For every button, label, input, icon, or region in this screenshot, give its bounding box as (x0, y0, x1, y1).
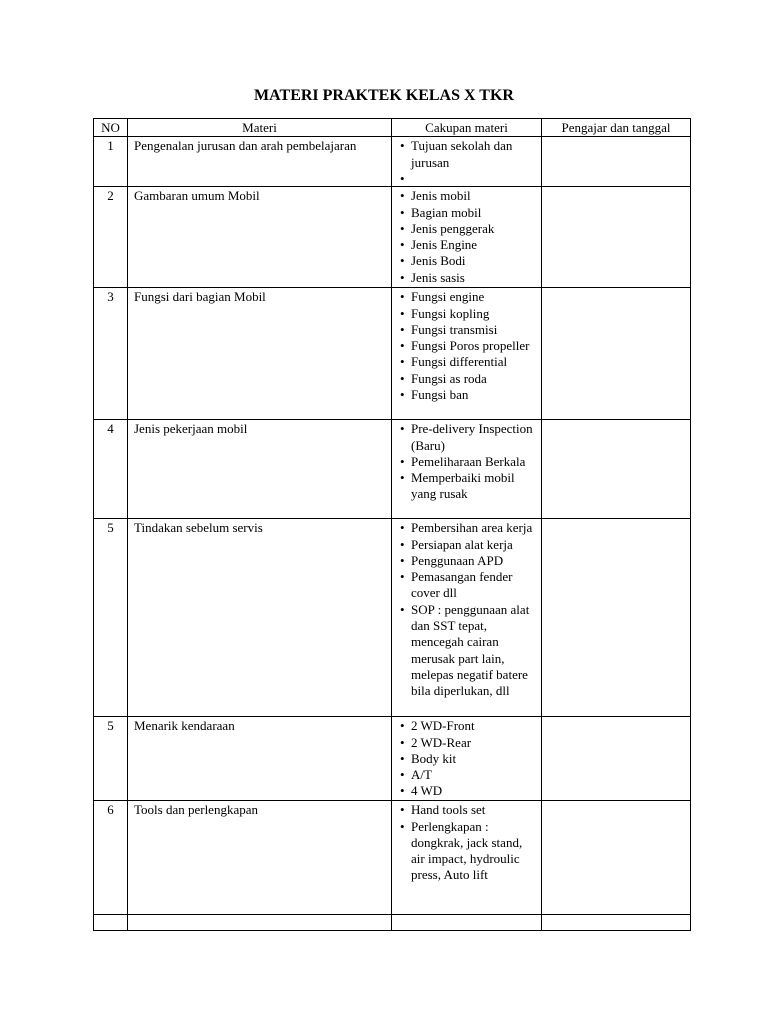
cell-no: 2 (94, 187, 128, 288)
list-item: • Tujuan sekolah dan jurusan (392, 138, 537, 171)
list-item: • Body kit (392, 751, 537, 767)
cell-cakupan (392, 420, 542, 519)
list-item: • Pre-delivery Inspection (Baru) (392, 421, 537, 454)
list-item: • SOP : penggunaan alat dan SST tepat, mencegah cairan merusak part lain, melepas negatif batere bila diperlukan, dll (392, 602, 537, 700)
cell-pengajar (542, 137, 691, 187)
list-item: • Jenis sasis (392, 270, 537, 286)
cell-cakupan (392, 288, 542, 420)
table-row (94, 717, 691, 801)
cell-no: 6 (94, 801, 128, 915)
header-pengajar: Pengajar dan tanggal (542, 119, 691, 137)
cell-no (94, 915, 128, 931)
list-item: • A/T (392, 767, 537, 783)
cell-pengajar (542, 288, 691, 420)
list-item: • Fungsi engine (392, 289, 537, 305)
cakupan-list (392, 718, 537, 799)
cell-materi: Tindakan sebelum servis (128, 519, 392, 717)
cell-materi (128, 915, 392, 931)
cell-no: 4 (94, 420, 128, 519)
table-row (94, 187, 691, 288)
header-cakupan: Cakupan materi (392, 119, 542, 137)
cakupan-list (392, 188, 537, 286)
cell-cakupan (392, 717, 542, 801)
table-header-row (94, 119, 691, 137)
list-item: • 2 WD-Front (392, 718, 537, 734)
cell-materi: Gambaran umum Mobil (128, 187, 392, 288)
cell-no: 3 (94, 288, 128, 420)
list-item: • Pemasangan fender cover dll (392, 569, 537, 602)
list-item: • Jenis Bodi (392, 253, 537, 269)
list-item: • Jenis penggerak (392, 221, 537, 237)
cell-materi: Fungsi dari bagian Mobil (128, 288, 392, 420)
cell-pengajar (542, 187, 691, 288)
cell-materi: Tools dan perlengkapan (128, 801, 392, 915)
list-item: • Fungsi as roda (392, 371, 537, 387)
cakupan-list (392, 421, 537, 502)
list-item: • Perlengkapan : dongkrak, jack stand, air impact, hydroulic press, Auto lift (392, 819, 537, 884)
list-item: • Fungsi ban (392, 387, 537, 403)
list-item: • Penggunaan APD (392, 553, 537, 569)
cell-materi: Jenis pekerjaan mobil (128, 420, 392, 519)
table-row (94, 519, 691, 717)
cell-no: 5 (94, 519, 128, 717)
list-item: • Bagian mobil (392, 205, 537, 221)
list-item: • Pemeliharaan Berkala (392, 454, 537, 470)
list-item: • Fungsi Poros propeller (392, 338, 537, 354)
cell-cakupan (392, 519, 542, 717)
list-item: • 4 WD (392, 783, 537, 799)
cell-pengajar (542, 717, 691, 801)
cakupan-list (392, 289, 537, 403)
cakupan-list (392, 802, 537, 883)
cell-pengajar (542, 420, 691, 519)
cell-materi: Pengenalan jurusan dan arah pembelajaran (128, 137, 392, 187)
cell-cakupan (392, 137, 542, 187)
list-item: • 2 WD-Rear (392, 735, 537, 751)
header-no: NO (94, 119, 128, 137)
header-materi: Materi (128, 119, 392, 137)
cell-cakupan (392, 915, 542, 931)
cell-cakupan (392, 801, 542, 915)
table-row (94, 288, 691, 420)
cell-no: 1 (94, 137, 128, 187)
list-item: • Jenis mobil (392, 188, 537, 204)
cell-cakupan (392, 187, 542, 288)
list-item: • Fungsi transmisi (392, 322, 537, 338)
list-item: • Pembersihan area kerja (392, 520, 537, 536)
list-item: • Hand tools set (392, 802, 537, 818)
list-item: • Memperbaiki mobil yang rusak (392, 470, 537, 503)
list-item: • Persiapan alat kerja (392, 537, 537, 553)
cakupan-list (392, 520, 537, 699)
cell-pengajar (542, 801, 691, 915)
cell-no: 5 (94, 717, 128, 801)
materi-table (93, 118, 691, 931)
list-item: • Fungsi kopling (392, 306, 537, 322)
cell-materi: Menarik kendaraan (128, 717, 392, 801)
table-row-empty (94, 915, 691, 931)
list-item: • Jenis Engine (392, 237, 537, 253)
table-row (94, 801, 691, 915)
table-row (94, 137, 691, 187)
cell-pengajar (542, 915, 691, 931)
cell-pengajar (542, 519, 691, 717)
list-item: • Fungsi differential (392, 354, 537, 370)
document-title: MATERI PRAKTEK KELAS X TKR (254, 87, 514, 104)
table-row (94, 420, 691, 519)
cakupan-list (392, 138, 537, 171)
